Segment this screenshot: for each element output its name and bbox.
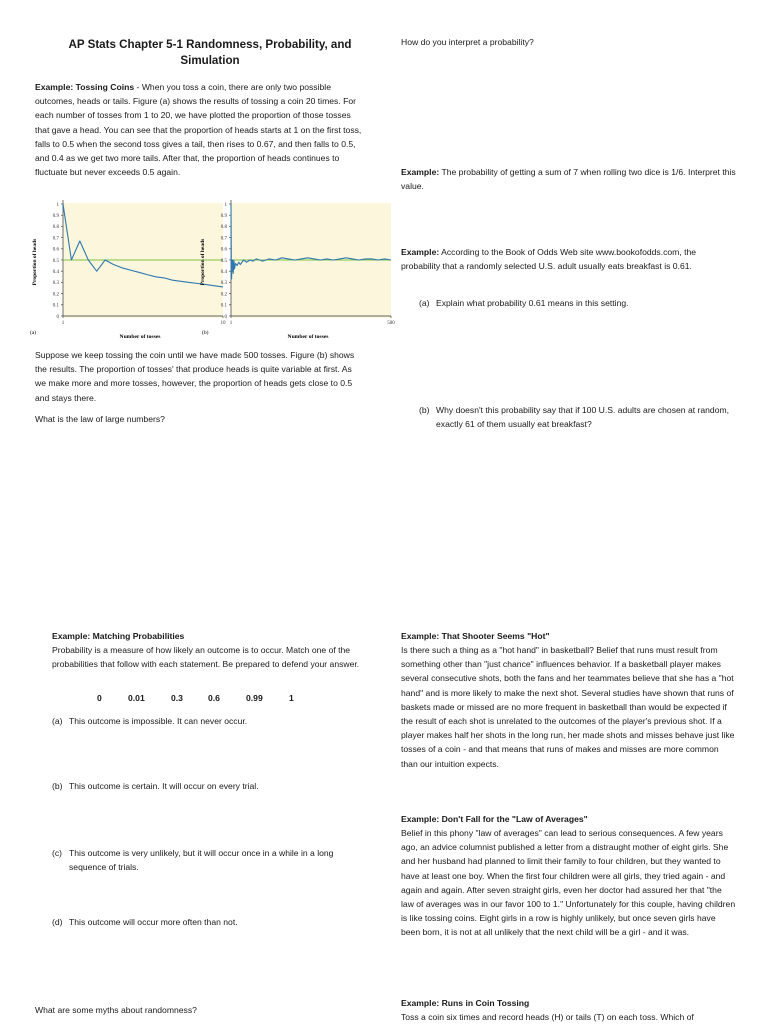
- matching-heading: Example: Matching Probabilities: [52, 631, 185, 641]
- chart-a-y-tick-label: 0.8: [52, 225, 59, 231]
- choice-0-99: 0.99: [246, 693, 263, 703]
- chart-b-y-tick-label: 0.3: [220, 281, 227, 287]
- matching-body: Probability is a measure of how likely an outcome is to occur. Match one of the probabilities that follow with each statement. Be prepared to defend your answer.: [52, 645, 360, 670]
- law-of-averages-heading: Example: Don't Fall for the "Law of Averages": [401, 814, 588, 824]
- law-of-averages-body: Belief in this phony "law of averages" can lead to serious consequences. A few years ago, an advice columnist published a letter from a distraught mother of eight girls. She and her husband had planned to limit their family to four children, but they wanted to have at least one boy. When the first four children were all girls, they tried again - and again and again. After seven straight girls, even her doctor had assured her that "the law of averages was in our favor 100 to 1." Unfortunately for this couple, having children is like tossing coins. Eight girls in a row is highly unlikely, but once seven girls have been born, it is not at all unlikely that the next child will be a girl - and it was.: [401, 828, 736, 938]
- chart-a-panel-label: (a): [30, 330, 37, 336]
- chart-b-y-tick-label: 0.6: [220, 247, 227, 253]
- chart-b-y-tick-label: 0.1: [220, 303, 227, 309]
- chart-b-y-tick-label: 0.4: [220, 270, 227, 275]
- chart-b-y-tick-label: 1: [224, 202, 227, 208]
- chart-a-y-tick-label: 0.7: [52, 236, 59, 242]
- odds-question-a: (a) Explain what probability 0.61 means in this setting.: [419, 298, 629, 308]
- coin-toss-figures: [30, 196, 395, 344]
- hot-hand-heading: Example: That Shooter Seems "Hot": [401, 631, 550, 641]
- chart-b-y-tick-label: 0.8: [220, 225, 227, 231]
- chart-b-panel-label: (b): [202, 330, 209, 336]
- chart-b: [200, 200, 395, 340]
- chart-b-y-tick-label: 0.5: [220, 258, 227, 264]
- choice-0-01: 0.01: [128, 693, 145, 703]
- myths-question: What are some myths about randomness?: [35, 1005, 197, 1015]
- matching-item-d: (d) This outcome will occur more often than not.: [52, 917, 238, 927]
- matching-item-c: (c) This outcome is very unlikely, but it will occur once in a while in a long sequence of trials.: [52, 848, 334, 873]
- matching-item-a: (a) This outcome is impossible. It can never occur.: [52, 716, 248, 726]
- odds-example: Example: According to the Book of Odds Web site www.bookofodds.com, the probability that a randomly selected U.S. adult usually eats breakfast is 0.61.: [401, 247, 697, 272]
- chart-a-y-tick-label: 0.1: [52, 303, 59, 309]
- chart-a-y-tick-label: 1: [56, 202, 59, 208]
- page-title: AP Stats Chapter 5-1 Randomness, Probability, and Simulation: [68, 38, 352, 67]
- chart-a-x-tick-label: 1: [61, 321, 65, 326]
- chart-b-y-tick-label: 0: [224, 314, 227, 320]
- odds-question-b: (b) Why doesn't this probability say that if 100 U.S. adults are chosen at random, exactly 61 of them usually eat breakfast?: [419, 405, 730, 430]
- tossing-coins-body: When you toss a coin, there are only two possible outcomes, heads or tails. Figure (a) shows the results of tossing a coin 20 times. For each number of tosses from 1 to 20, we have plotted the proportion of those tosses that gave a head. You can see that the proportion of heads starts at 1 on the first toss, falls to 0.5 when the second toss gives a tail, then rises to 0.67, and then falls to 0.5, and 0.4 as we get two more tails. After that, the proportion of heads continues to fluctuate but never exceeds 0.5 again.: [35, 82, 362, 178]
- chart-b-ylabel: Proportion of heads: [200, 238, 206, 286]
- chart-b-x-tick-label: 1: [229, 321, 233, 326]
- chart-a: [30, 200, 226, 340]
- figure-b-paragraph: Suppose we keep tossing the coin until we have madє 500 tosses. Figure (b) shows the results. The proportion of tosses' that produce heads is quite variable at first. As we make more and more tosses, however, the proportion of heads gets close to 0.5 and stays there.: [35, 350, 355, 403]
- tossing-coins-paragraph: Example: Tossing Coins - When you toss a coin, there are only two possible outcomes, heads or tails. Figure (a) shows the results of tossing a coin 20 times. For each number of tosses from 1 to 20, we have plotted the proportion of those tosses that gave a head. You can see that the proportion of heads starts at 1 on the first toss, falls to 0.5 when the second toss gives a tail, then rises to 0.67, and then falls to 0.5, and 0.4 as we get two more tails. After that, the proportion of heads continues to fluctuate but never exceeds 0.5 again.: [35, 82, 362, 178]
- chart-a-x-tick-label: 10: [220, 321, 226, 326]
- chart-b-y-tick-label: 0.2: [220, 292, 227, 298]
- dice-example: Example: The probability of getting a sum of 7 when rolling two dice is 1/6. Interpret this value.: [401, 167, 736, 192]
- matching-item-b: (b) This outcome is certain. It will occur on every trial.: [52, 781, 259, 791]
- choice-0-6: 0.6: [208, 693, 220, 703]
- chart-b-xlabel: Number of tosses: [287, 334, 329, 340]
- chart-a-y-tick-label: 0.6: [52, 247, 59, 253]
- chart-a-xlabel: Number of tosses: [119, 334, 161, 340]
- choice-1: 1: [289, 693, 294, 703]
- probability-choices: [0, 693, 380, 707]
- chart-a-ylabel: Proportion of heads: [32, 238, 38, 286]
- chart-a-y-tick-label: 0.4: [52, 270, 59, 275]
- chart-b-y-tick-label: 0.7: [220, 236, 227, 242]
- choice-0: 0: [97, 693, 102, 703]
- runs-heading: Example: Runs in Coin Tossing: [401, 998, 530, 1008]
- chart-a-y-tick-label: 0.2: [52, 292, 59, 298]
- chart-a-y-tick-label: 0: [56, 314, 59, 320]
- chart-b-y-tick-label: 0.9: [220, 214, 227, 219]
- hot-hand-body: Is there such a thing as a "hot hand" in basketball? Belief that runs must result from something other than "just chance" influences behavior. If a basketball player makes several consecutive shots, both the fans and her teammates believe that she has a "hot hand" and is more likely to make the next shot. Several studies have shown that runs of baskets made or missed are no more frequent in basketball than would be expected if the result of each shot is unrelated to the outcomes of the player's previous shot. If a player makes half her shots in the long run, her made shots and misses behave just like tosses of a coin - and that means that runs of makes and misses are more common than our intuition expects.: [401, 645, 735, 769]
- chart-a-y-tick-label: 0.9: [52, 214, 59, 219]
- chart-a-y-tick-label: 0.5: [52, 258, 59, 264]
- runs-body: Toss a coin six times and record heads (H) or tails (T) on each toss. Which of: [401, 1012, 694, 1022]
- choice-0-3: 0.3: [171, 693, 183, 703]
- chart-a-y-tick-label: 0.3: [52, 281, 59, 287]
- chart-b-x-tick-label: 500: [387, 321, 395, 326]
- tossing-coins-heading: Example: Tossing Coins: [35, 82, 135, 92]
- interpret-question: How do you interpret a probability?: [401, 37, 534, 47]
- law-of-large-numbers-question: What is the law of large numbers?: [35, 414, 165, 424]
